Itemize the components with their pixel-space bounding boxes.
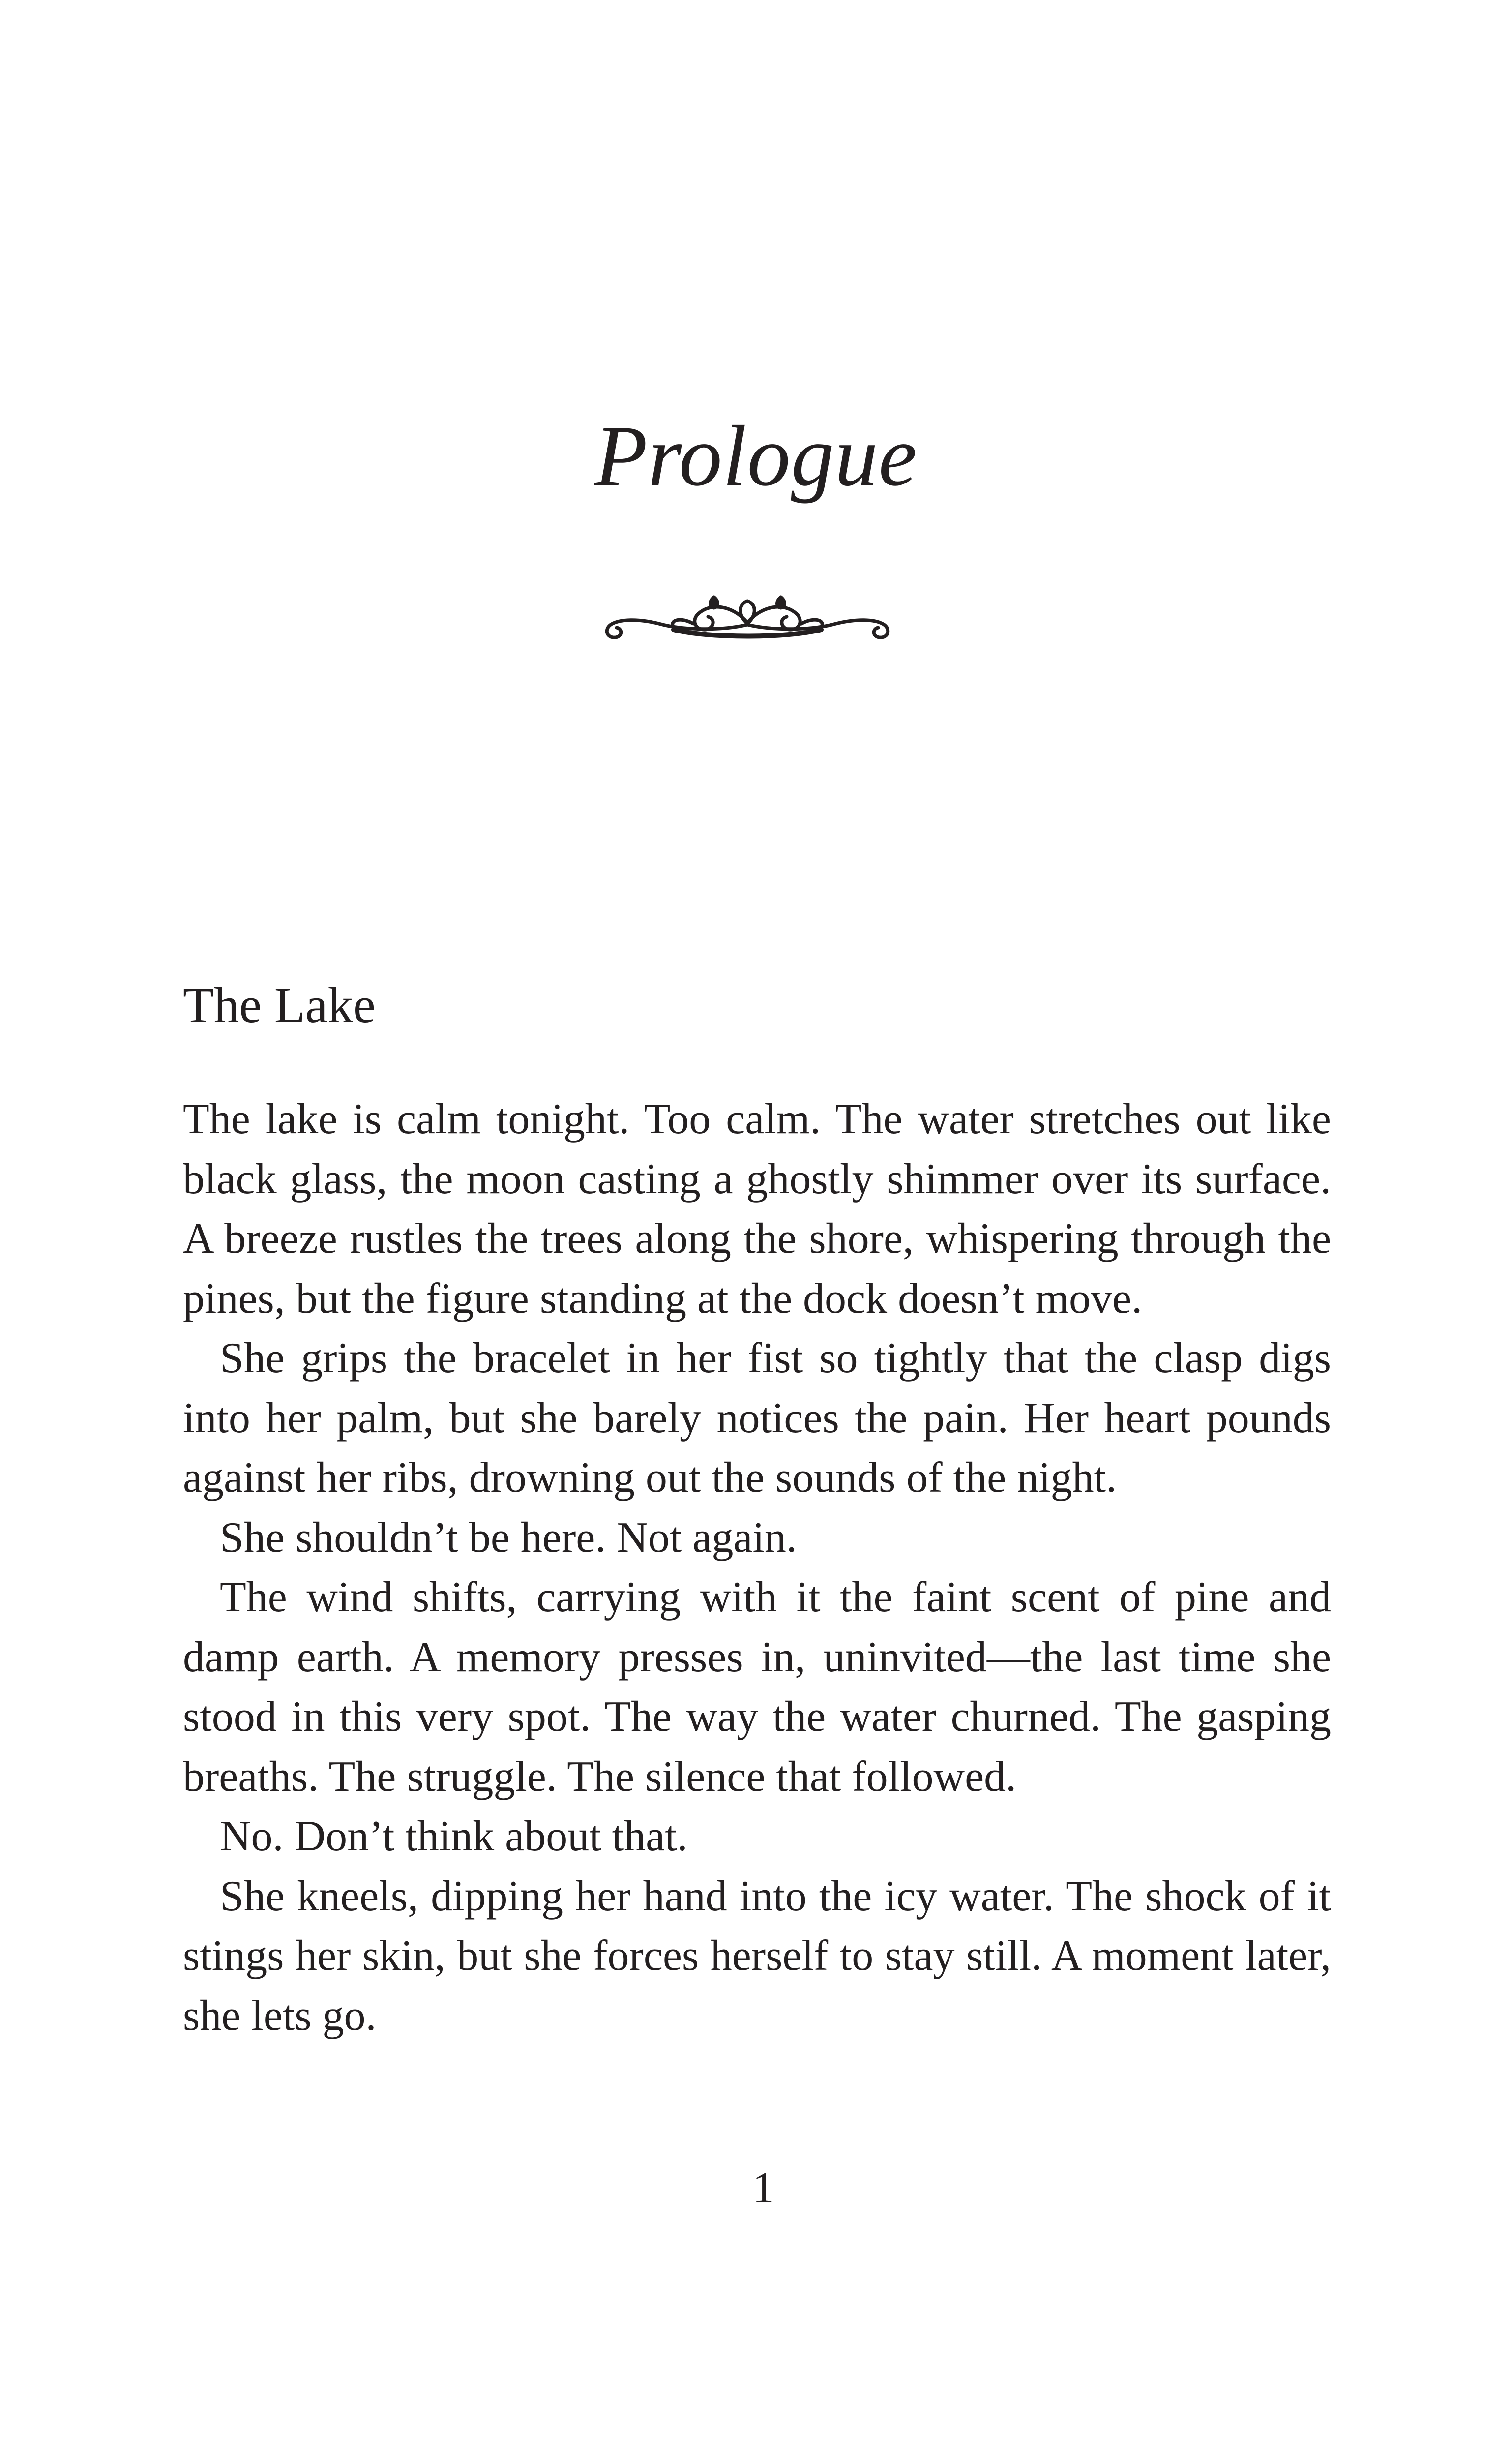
paragraph: She kneels, dipping her hand into the icy water. The shock of it stings her skin, but she forces herself to stay still. A moment later, she lets go.	[183, 1872, 1331, 2040]
paragraph: She shouldn’t be here. Not again.	[220, 1513, 797, 1562]
paragraph: The wind shifts, carrying with it the faint scent of pine and damp earth. A memory presses in, uninvited—the last time she stood in this very spot. The way the water churned. The gasping breaths. The struggle. The silence that followed.	[183, 1573, 1331, 1801]
paragraph: The lake is calm tonight. Too calm. The water stretches out like black glass, the moon casting a ghostly shimmer over its surface. A breeze rustles the trees along the shore, whispering through the pines, but the figure standing at the dock doesn’t move.	[183, 1095, 1331, 1323]
chapter-title: Prologue	[594, 408, 918, 504]
flourish-divider-icon	[600, 575, 895, 649]
paragraph: She grips the bracelet in her fist so tightly that the clasp digs into her palm, but she barely notices the pain. Her heart pounds against her ribs, drowning out the sounds of the night.	[183, 1334, 1331, 1502]
section-heading: The Lake	[183, 977, 376, 1033]
body-text	[183, 1089, 1331, 2046]
paragraph: No. Don’t think about that.	[220, 1812, 688, 1860]
page-number: 1	[752, 2164, 774, 2212]
